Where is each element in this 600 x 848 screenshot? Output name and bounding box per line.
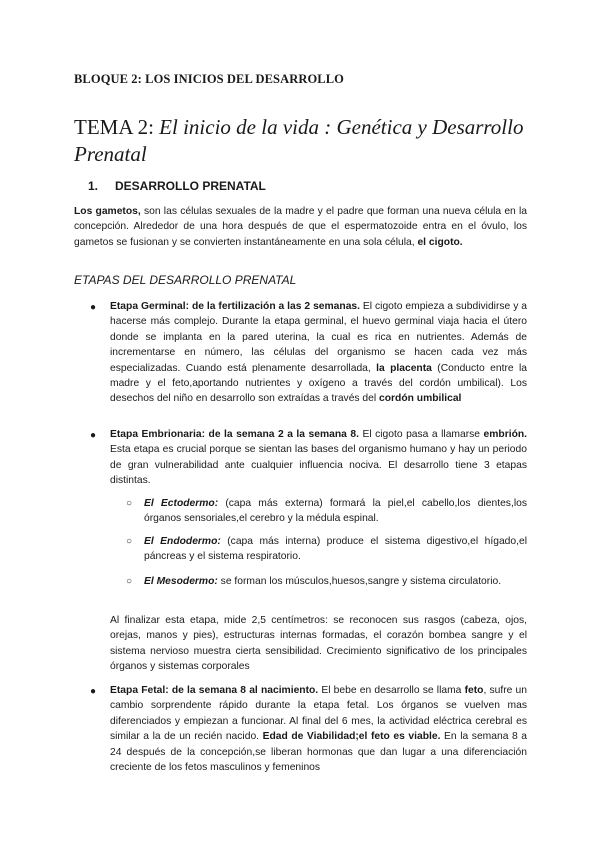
fetal-viabilidad: Edad de Viabilidad;el feto es viable.	[262, 731, 441, 743]
layer-text: (capa más interna) produce el sistema digestivo,el hígado,el páncreas y el sistema respiratorio.	[144, 536, 528, 563]
germinal-cordon: cordón umbilical	[379, 393, 462, 405]
germinal-placenta: la placenta	[376, 362, 432, 374]
layer-ectodermo	[126, 496, 527, 527]
stage-fetal	[90, 683, 528, 775]
layer-text: se forman los músculos,huesos,sangre y sistema circulatorio.	[217, 576, 502, 587]
layer-name: El Ectodermo:	[144, 498, 219, 509]
embrionaria-embrion: embrión.	[483, 429, 528, 440]
section-title: DESARROLLO PRENATAL	[115, 179, 266, 193]
fetal-text2: , sufre un cambio sorprendente rápido durante la etapa fetal. Los órganos se vuelven mas diferenciados y empiezan a funcionar. Al final del 6 mes, la actividad eléctrica cerebral es similar a la de un recién nacido.	[110, 685, 527, 743]
topic-number: TEMA 2:	[74, 115, 154, 139]
germinal-title: Etapa Germinal: de la fertilización a las 2 semanas.	[110, 301, 361, 312]
layer-text: (capa más externa) formará la piel,el cabello,los dientes,los órganos sensoriales,el cerebro y la médula espinal.	[144, 498, 527, 525]
intro-text: son las células sexuales de la madre y el padre que forman una nueva célula en la concepción. Alrededor de una hora después de que el espermatozoide entra en el óvulo, los gametos se fusionan y se convierten instantáneamente en una sola célula,	[74, 206, 528, 248]
stage-embrionaria	[90, 427, 528, 489]
layer-name: El Mesodermo:	[144, 576, 218, 587]
layer-name: El Endodermo:	[144, 536, 221, 547]
fetal-title: Etapa Fetal: de la semana 8 al nacimiento.	[110, 685, 319, 696]
bullet-icon: ●	[90, 430, 97, 441]
block-heading: BLOQUE 2: LOS INICIOS DEL DESARROLLO	[74, 72, 344, 86]
embrion-final-paragraph: Al finalizar esta etapa, mide 2,5 centímetros: se reconocen sus rasgos (cabeza, ojos, orejas, manos y pies), estructuras internas formadas, el corazón bombea sangre y el sistema nervioso muestra cierta sensibilidad. Crecimiento significativo de los principales órganos y sistemas corporales	[110, 615, 527, 673]
stages-heading: ETAPAS DEL DESARROLLO PRENATAL	[74, 273, 297, 287]
fetal-text3: En la semana 8 a 24 después de la concepción,se liberan hormonas que dan lugar a una diferenciación creciente de los fetos masculinos y femeninos	[110, 731, 528, 774]
topic-title	[74, 114, 534, 168]
fetal-text1: El bebe en desarrollo se llama	[318, 685, 465, 696]
circle-bullet-icon: ○	[126, 576, 133, 587]
fetal-feto: feto	[464, 685, 484, 696]
intro-term: Los gametos,	[74, 206, 141, 217]
topic-title-text: El inicio de la vida : Genética y Desarrollo Prenatal	[74, 115, 524, 166]
intro-end: el cigoto.	[417, 236, 463, 248]
intro-paragraph	[74, 204, 527, 250]
germinal-text1: El cigoto empieza a subdividirse y a hacerse más complejo. Durante la etapa germinal, el huevo germinal viaja hacia el útero donde se implanta en la pared uterina, la cual es rica en nutrientes. Además de incrementarse en número, las células del organismo se hacen cada vez más especializadas. Cuando está plenamente desarrollada,	[110, 301, 527, 374]
germinal-text2: (Conducto entre la madre y el feto,aportando nutrientes y oxígeno a través del cordón umbilical). Los desechos del niño en desarrollo son extraídas a través del	[110, 362, 527, 405]
circle-bullet-icon: ○	[126, 536, 133, 547]
section-number: 1.	[88, 179, 99, 193]
circle-bullet-icon: ○	[126, 498, 133, 509]
stage-germinal	[90, 299, 527, 407]
bullet-icon: ●	[90, 686, 97, 697]
layer-mesodermo	[126, 574, 527, 589]
embrionaria-text1: El cigoto pasa a llamarse	[358, 429, 484, 440]
embrionaria-text2: Esta etapa es crucial porque se sientan las bases del organismo humano y hay un periodo de gran vulnerabilidad ante cualquier influencia nociva. El desarrollo tiene 3 etapas distintas.	[110, 444, 527, 487]
embrionaria-title: Etapa Embrionaria: de la semana 2 a la semana 8.	[110, 429, 359, 440]
layer-endodermo	[126, 534, 528, 565]
section-heading	[88, 179, 266, 193]
bullet-icon: ●	[90, 302, 97, 313]
